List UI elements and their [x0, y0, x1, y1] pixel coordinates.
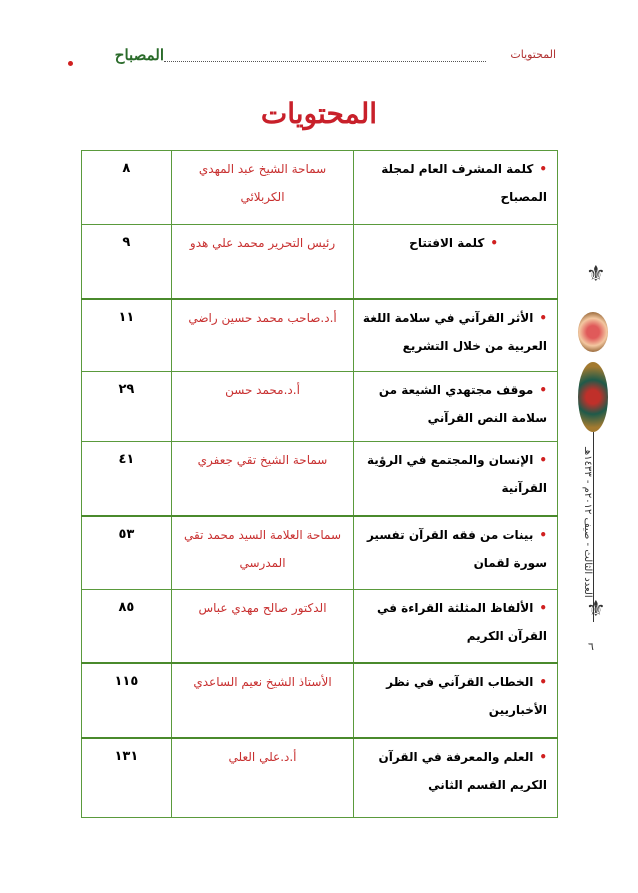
contents-table [81, 150, 558, 818]
row-title-cell [354, 590, 558, 663]
row-title-cell [354, 442, 558, 516]
row-title-cell [354, 516, 558, 590]
table-row [82, 372, 558, 442]
row-title: كلمة الافتتاح [409, 236, 485, 250]
bullet-icon: • [539, 674, 547, 689]
row-page: ٥٣ [82, 516, 172, 590]
header-red-dot [68, 61, 73, 66]
row-author: الأستاذ الشيخ نعيم الساعدي [171, 663, 353, 738]
bullet-icon: • [539, 749, 547, 764]
table-row [82, 151, 558, 225]
issue-label: العدد الثالث - صيف ٢٠١٢م - ١٤٣٣هـ [582, 447, 593, 598]
row-author: أ.د.علي العلي [171, 738, 353, 818]
header-dotted-rule [164, 61, 486, 62]
row-author: سماحة العلامة السيد محمد تقي المدرسي [171, 516, 353, 590]
row-title: بينات من فقه القرآن تفسير سورة لقمان [366, 527, 547, 570]
bullet-icon: • [539, 527, 547, 542]
row-title-cell [354, 299, 558, 372]
bullet-icon: • [539, 383, 547, 397]
row-page: ١٣١ [82, 738, 172, 818]
fleur-icon: ⚜ [586, 597, 606, 622]
row-title: الأثر القرآني في سلامة اللغة العربية من خلال التشريع [362, 310, 547, 353]
table-row [82, 590, 558, 663]
row-author: سماحة الشيخ تقي جعفري [171, 442, 353, 516]
page-number: ٦ [588, 640, 594, 653]
table-row [82, 442, 558, 516]
row-page: ٢٩ [82, 372, 172, 442]
row-title-cell [354, 225, 558, 299]
row-page: ١١٥ [82, 663, 172, 738]
rosette-icon [578, 312, 608, 352]
row-title-cell [354, 151, 558, 225]
row-title-cell [354, 738, 558, 818]
table-row [82, 299, 558, 372]
running-header [64, 40, 556, 70]
row-author: سماحة الشيخ عبد المهدي الكربلائي [171, 151, 353, 225]
row-page: ٨٥ [82, 590, 172, 663]
row-title: الإنسان والمجتمع في الرؤية القرآنية [367, 453, 547, 495]
table-row [82, 663, 558, 738]
bullet-icon: • [539, 453, 547, 467]
page-title: المحتويات [260, 97, 378, 130]
table-row [82, 225, 558, 299]
row-author: رئيس التحرير محمد علي هدو [171, 225, 353, 299]
medallion-icon [578, 362, 608, 432]
side-rule [593, 432, 594, 622]
table-row [82, 516, 558, 590]
row-page: ١١ [82, 299, 172, 372]
side-ornament-strip [574, 262, 614, 652]
row-title: موقف مجتهدي الشيعة من سلامة النص القرآني [378, 383, 547, 425]
bullet-icon: • [539, 162, 547, 176]
bullet-icon: • [539, 310, 547, 325]
row-page: ٩ [82, 225, 172, 299]
journal-logo: المصباح [114, 46, 164, 64]
row-title-cell [354, 663, 558, 738]
row-author: الدكتور صالح مهدي عباس [171, 590, 353, 663]
row-title: كلمة المشرف العام لمجلة المصباح [381, 162, 547, 204]
row-author: أ.د.محمد حسن [171, 372, 353, 442]
row-title-cell [354, 372, 558, 442]
table-row [82, 738, 558, 818]
row-title: الألفاظ المثلثة القراءة في القرآن الكريم [376, 601, 547, 643]
bullet-icon: • [490, 236, 499, 250]
row-page: ٤١ [82, 442, 172, 516]
header-section-label: المحتويات [510, 48, 556, 61]
bullet-icon: • [539, 601, 547, 615]
row-title: العلم والمعرفة في القرآن الكريم القسم الثاني [378, 749, 547, 792]
row-page: ٨ [82, 151, 172, 225]
row-author: أ.د.صاحب محمد حسين راضي [171, 299, 353, 372]
row-title: الخطاب القرآني في نظر الأخباريين [386, 674, 547, 717]
fleur-icon: ⚜ [586, 262, 606, 287]
